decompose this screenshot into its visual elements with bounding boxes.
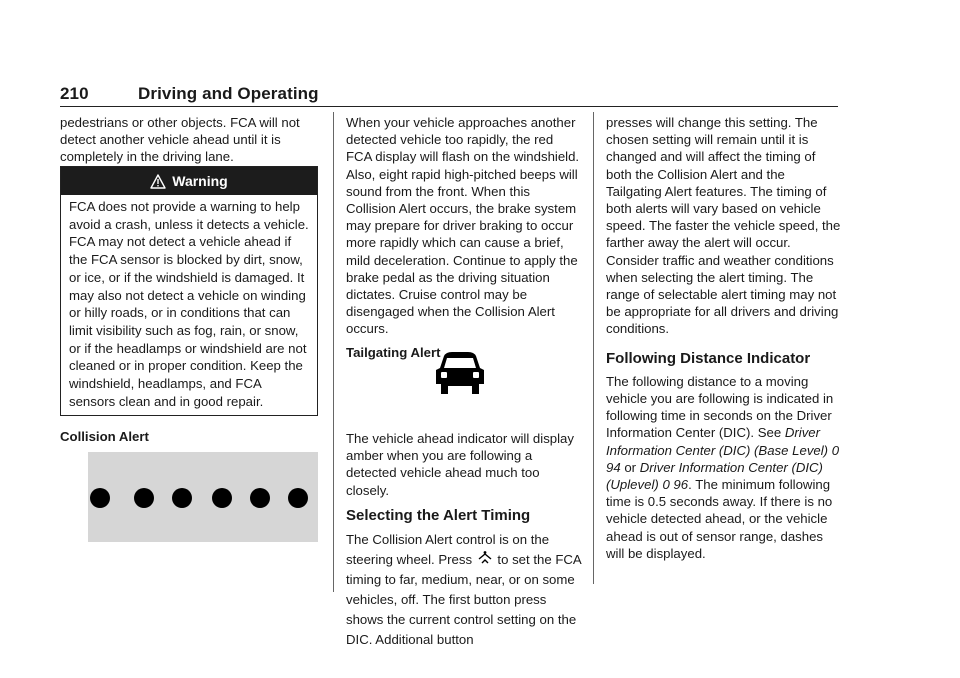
intro-paragraph: pedestrians or other objects. FCA will not detect another vehicle ahead until it is completely in the driving lane. bbox=[60, 115, 300, 165]
alert-timing-paragraph bbox=[346, 530, 582, 650]
alert-dot bbox=[288, 488, 308, 508]
dic-uplevel-link[interactable]: Driver Information Center (DIC) (Uplevel) bbox=[606, 459, 823, 493]
timing-continued-paragraph: presses will change this setting. The chosen setting will remain until it is changed and will affect the timing of both the Collision Alert and the Tailgating Alert features. The timing of both alerts will vary based on vehicle speed. The faster the vehicle speed, the farther away the alert will occur. Consider traffic and weather conditions when selecting the alert timing. The range of selectable alert timing may not be appropriate for all drivers and driving conditions. bbox=[606, 115, 841, 337]
warning-text: FCA does not provide a warning to help avoid a crash, unless it detects a vehicle. FCA may not detect a vehicle ahead if the FCA sensor is blocked by dirt, snow, or ice, or if the windshield is damaged. It may also not detect a vehicle on winding or hilly roads, or in conditions that can limit visibility such as fog, rain, or snow, or if the headlamps or windshield are not cleaned or in proper condition. Keep the windshield, headlamps, and FCA sensors clean and in good repair. bbox=[69, 199, 309, 409]
alert-dot bbox=[212, 488, 232, 508]
alert-timing-heading: Selecting the Alert Timing bbox=[346, 506, 531, 524]
alert-dot bbox=[172, 488, 192, 508]
vehicle-ahead-paragraph: The vehicle ahead indicator will display amber when you are following a detected vehicle ahead much too closely. bbox=[346, 431, 574, 498]
tailgating-alert-label: Tailgating Alert bbox=[346, 344, 441, 360]
page-ref-96[interactable]: 0 96 bbox=[662, 477, 689, 493]
warning-header bbox=[61, 167, 317, 195]
dic-base-level-link[interactable]: Driver Information Center (DIC) (Base Level) bbox=[606, 425, 829, 458]
following-text-or: or bbox=[624, 459, 637, 475]
column-middle-lower bbox=[346, 430, 582, 650]
alert-timing-text-start: The Collision Alert control is on the steering wheel. Press bbox=[346, 532, 550, 568]
warning-icon bbox=[150, 174, 166, 189]
section-title: Driving and Operating bbox=[138, 84, 319, 103]
collision-alert-image bbox=[88, 452, 318, 542]
column-right bbox=[606, 114, 842, 562]
following-distance-heading: Following Distance Indicator bbox=[606, 349, 811, 367]
column-divider bbox=[593, 112, 594, 584]
alert-dot bbox=[134, 488, 154, 508]
following-text-start: The following distance to a moving vehicle you are following is indicated in following time in seconds on the Driver Information Center (DIC). See bbox=[606, 373, 834, 441]
collision-paragraph: When your vehicle approaches another detected vehicle too rapidly, the red FCA display will flash on the windshield. Also, eight rapid high-pitched beeps will sound from the front. When this Collision Alert occurs, the brake system may prepare for driver braking to occur more rapidly which can cause a brief, mild deceleration. Continue to apply the brake pedal as the driving situation dictates. Cruise control may be disengaged when the Collision Alert occurs. bbox=[346, 115, 580, 337]
column-divider bbox=[333, 112, 334, 592]
collision-alert-button-icon bbox=[476, 551, 494, 565]
following-distance-paragraph bbox=[606, 373, 842, 562]
page-number: 210 bbox=[60, 84, 89, 103]
column-left bbox=[60, 114, 320, 166]
page-header bbox=[60, 84, 838, 107]
column-middle bbox=[346, 114, 582, 361]
alert-dot bbox=[90, 488, 110, 508]
following-text-end: . The minimum following time is 0.5 seconds away. If there is no vehicle detected ahead, or the vehicle ahead is out of sensor range, dashes will be displayed. bbox=[606, 477, 833, 561]
vehicle-ahead-icon bbox=[432, 350, 488, 398]
warning-title: Warning bbox=[172, 173, 228, 189]
alert-dot bbox=[250, 488, 270, 508]
page-ref-94[interactable]: 0 94 bbox=[606, 442, 840, 475]
alert-timing-text-end: to set the FCA timing to far, medium, near, or on some vehicles, off. The first button press shows the current control setting on the DIC. Additional button bbox=[346, 552, 581, 648]
warning-box bbox=[60, 166, 318, 416]
collision-alert-label: Collision Alert bbox=[60, 429, 149, 444]
